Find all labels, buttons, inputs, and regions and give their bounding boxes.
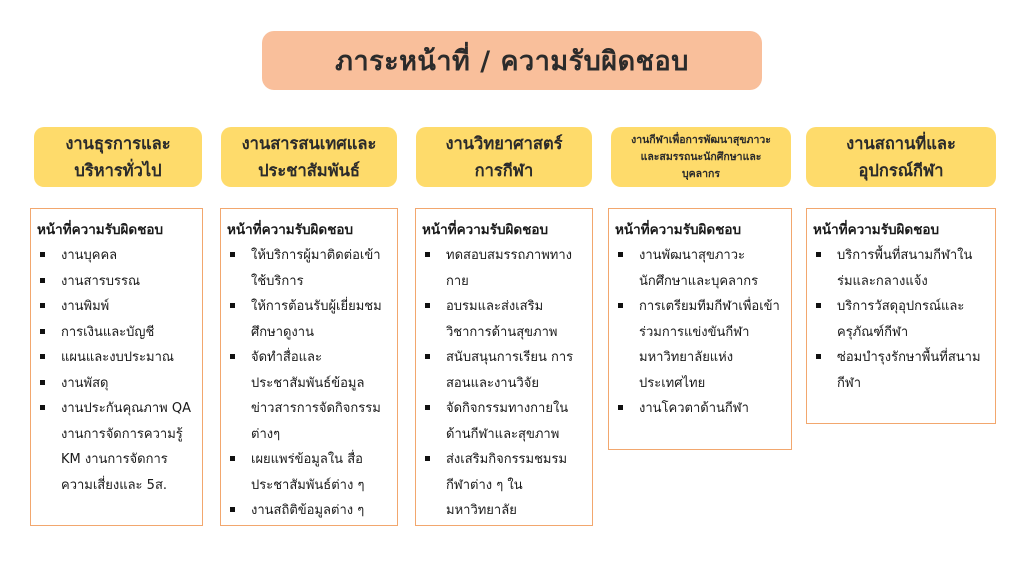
panel-title: หน้าที่ความรับผิดชอบ (422, 222, 549, 238)
heading-line: การกีฬา (474, 161, 534, 180)
list-item: ให้บริการผู้มาติดต่อเข้าใช้บริการ (227, 243, 389, 294)
duty-list (813, 243, 987, 396)
list-item: งานพัฒนาสุขภาวะนักศึกษาและบุคลากร (615, 243, 783, 294)
heading-line: และสมรรถนะนักศึกษาและ (640, 150, 762, 163)
list-item: งานประกันคุณภาพ QA งานการจัดการความรู้ KM งานการจัดการความเสี่ยงและ 5ส. (37, 396, 194, 498)
list-item: อบรมและส่งเสริมวิชาการด้านสุขภาพ (422, 294, 584, 345)
panel-title: หน้าที่ความรับผิดชอบ (813, 222, 940, 238)
list-item: สนับสนุนการเรียน การสอนและงานวิจัย (422, 345, 584, 396)
heading-sports-wellness (611, 127, 791, 187)
list-item: งานสารบรรณ (37, 269, 194, 295)
panel-sports-science (415, 208, 593, 526)
heading-line: บุคลากร (681, 167, 720, 180)
heading-line: บริหารทั่วไป (74, 161, 162, 180)
list-item: งานพัสดุ (37, 371, 194, 397)
list-item: จัดทำสื่อและประชาสัมพันธ์ข้อมูลข่าวสารการจัดกิจกรรมต่างๆ (227, 345, 389, 447)
panel-facilities (806, 208, 996, 424)
heading-admin (34, 127, 202, 187)
list-item: ให้การต้อนรับผู้เยี่ยมชม ศึกษาดูงาน (227, 294, 389, 345)
list-item: ทดสอบสมรรถภาพทางกาย (422, 243, 584, 294)
heading-line: งานสารสนเทศและ (241, 134, 377, 153)
heading-line: งานกีฬาเพื่อการพัฒนาสุขภาวะ (631, 133, 771, 146)
duty-list (615, 243, 783, 422)
panel-title: หน้าที่ความรับผิดชอบ (227, 222, 354, 238)
list-item: การเงินและบัญชี (37, 320, 194, 346)
duty-list (37, 243, 194, 498)
panel-title: หน้าที่ความรับผิดชอบ (615, 222, 742, 238)
list-item: แผนและงบประมาณ (37, 345, 194, 371)
heading-line: งานธุรการและ (65, 134, 171, 153)
list-item: งานพิมพ์ (37, 294, 194, 320)
heading-facilities (806, 127, 996, 187)
panel-title: หน้าที่ความรับผิดชอบ (37, 222, 164, 238)
panel-sports-wellness (608, 208, 792, 450)
list-item: ซ่อมบำรุงรักษาพื้นที่สนามกีฬา (813, 345, 987, 396)
heading-sports-science (416, 127, 592, 187)
heading-line: อุปกรณ์กีฬา (858, 161, 944, 180)
list-item: จัดกิจกรรมทางกายในด้านกีฬาและสุขภาพ (422, 396, 584, 447)
list-item: งานโควตาด้านกีฬา (615, 396, 783, 422)
list-item: การเตรียมทีมกีฬาเพื่อเข้าร่วมการแข่งขันกีฬามหาวิทยาลัยแห่งประเทศไทย (615, 294, 783, 396)
panel-admin (30, 208, 203, 526)
heading-line: งานสถานที่และ (846, 134, 956, 153)
list-item: เผยแพร่ข้อมูลใน สื่อประชาสัมพันธ์ต่าง ๆ (227, 447, 389, 498)
duty-list (227, 243, 389, 524)
heading-line: ประชาสัมพันธ์ (258, 161, 360, 180)
heading-information (221, 127, 397, 187)
page-title: ภาระหน้าที่ / ความรับผิดชอบ (262, 31, 762, 90)
list-item: ส่งเสริมกิจกรรมชมรมกีฬาต่าง ๆ ในมหาวิทยาลัย (422, 447, 584, 524)
list-item: บริการวัสดุอุปกรณ์และครุภัณฑ์กีฬา (813, 294, 987, 345)
list-item: บริการพื้นที่สนามกีฬาในร่มและกลางแจ้ง (813, 243, 987, 294)
duty-list (422, 243, 584, 524)
list-item: งานบุคคล (37, 243, 194, 269)
panel-information (220, 208, 398, 526)
heading-line: งานวิทยาศาสตร์ (445, 134, 563, 153)
list-item: งานสถิติข้อมูลต่าง ๆ (227, 498, 389, 524)
